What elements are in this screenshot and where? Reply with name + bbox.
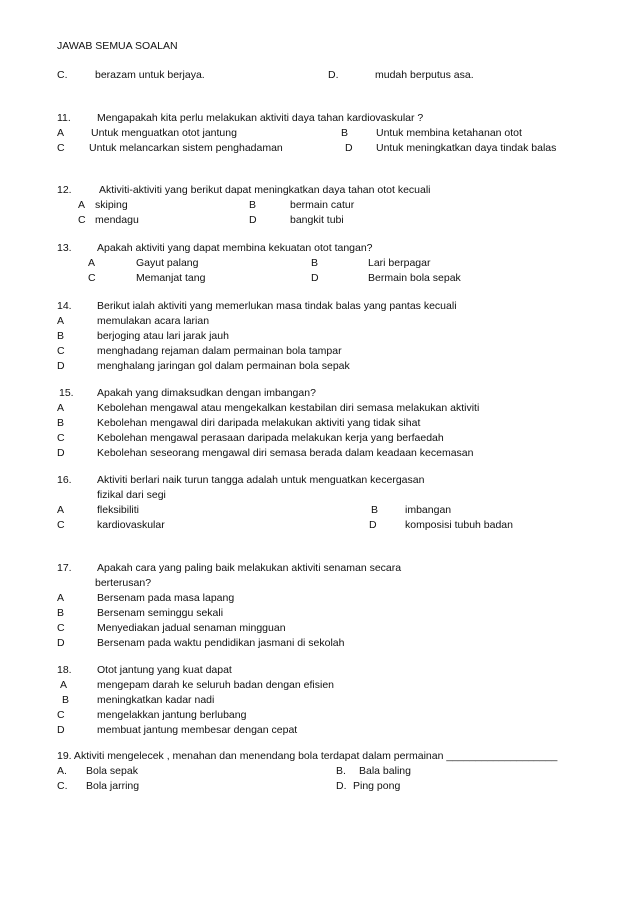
option-text: Bermain bola sepak — [368, 272, 461, 284]
option-text: mendagu — [95, 214, 139, 226]
option-label: A — [57, 315, 65, 327]
option-label: A — [78, 199, 86, 211]
option-label: B — [371, 504, 379, 516]
question-stem: Otot jantung yang kuat dapat — [97, 664, 232, 676]
option-text: Untuk meningkatkan daya tindak balas — [376, 142, 557, 154]
question-stem: Aktiviti berlari naik turun tangga adalah untuk menguatkan kecergasan — [97, 474, 425, 486]
question-number: 11. — [57, 112, 71, 124]
option-label: B — [311, 257, 319, 269]
q10-option-d-label: D. — [328, 69, 339, 81]
option-text: komposisi tubuh badan — [405, 519, 513, 531]
question-stem-continued: fizikal dari segi — [97, 489, 166, 501]
option-text: Bola jarring — [86, 780, 140, 792]
option-text: Menyediakan jadual senaman mingguan — [97, 622, 286, 634]
option-text: membuat jantung membesar dengan cepat — [97, 724, 298, 736]
option-text: Untuk menguatkan otot jantung — [91, 127, 237, 139]
option-text: Lari berpagar — [368, 257, 431, 269]
option-label: B — [249, 199, 257, 211]
question-stem: Apakah yang dimaksudkan dengan imbangan? — [97, 387, 316, 399]
option-text: bangkit tubi — [290, 214, 344, 226]
option-text: berjoging atau lari jarak jauh — [97, 330, 229, 342]
option-label: A — [60, 679, 68, 691]
option-label: C — [57, 709, 65, 721]
option-label: D — [57, 360, 65, 372]
question-stem: Aktiviti-aktiviti yang berikut dapat meningkatkan daya tahan otot kecuali — [99, 184, 431, 196]
question-stem: 19. Aktiviti mengelecek , menahan dan menendang bola terdapat dalam permainan ___________________ — [57, 750, 558, 762]
option-text: Untuk melancarkan sistem penghadaman — [89, 142, 283, 154]
option-text: Kebolehan mengawal atau mengekalkan kestabilan diri semasa melakukan aktiviti — [97, 402, 480, 414]
option-label: C — [88, 272, 96, 284]
option-label: C. — [57, 780, 68, 792]
option-text: fleksibiliti — [97, 504, 140, 516]
question-number: 14. — [57, 300, 72, 312]
question-stem-continued: berterusan? — [95, 577, 152, 589]
option-text: Bola sepak — [86, 765, 138, 777]
option-text: kardiovaskular — [97, 519, 165, 531]
option-label: A — [57, 504, 65, 516]
option-label: C — [78, 214, 86, 226]
question-stem: Berikut ialah aktiviti yang memerlukan masa tindak balas yang pantas kecuali — [97, 300, 457, 312]
question-stem: Apakah aktiviti yang dapat membina kekuatan otot tangan? — [97, 242, 373, 254]
question-number: 16. — [57, 474, 72, 486]
option-label: D — [57, 447, 65, 459]
option-label: D — [345, 142, 353, 154]
option-label: B — [341, 127, 349, 139]
option-text: Ping pong — [353, 780, 401, 792]
option-label: A — [57, 592, 65, 604]
option-label: B. — [336, 765, 346, 777]
option-text: imbangan — [405, 504, 452, 516]
option-text: mengelakkan jantung berlubang — [97, 709, 247, 721]
header-title: JAWAB SEMUA SOALAN — [57, 40, 178, 52]
option-text: mengepam darah ke seluruh badan dengan efisien — [97, 679, 335, 691]
option-label: D — [57, 724, 65, 736]
q10-option-d-text: mudah berputus asa. — [375, 69, 474, 81]
option-label: A — [57, 402, 65, 414]
option-text: Bala baling — [359, 765, 411, 777]
question-number: 17. — [57, 562, 72, 574]
option-label: C — [57, 519, 65, 531]
option-label: B — [57, 330, 65, 342]
question-stem: Apakah cara yang paling baik melakukan aktiviti senaman secara — [97, 562, 402, 574]
option-label: D. — [336, 780, 347, 792]
option-label: D — [311, 272, 319, 284]
option-text: meningkatkan kadar nadi — [97, 694, 215, 706]
option-label: A. — [57, 765, 67, 777]
option-text: Bersenam seminggu sekali — [97, 607, 224, 619]
option-text: Kebolehan mengawal perasaan daripada melakukan kerja yang berfaedah — [97, 432, 444, 444]
question-number: 13. — [57, 242, 72, 254]
option-label: A — [57, 127, 65, 139]
option-label: D — [249, 214, 257, 226]
option-text: Untuk membina ketahanan otot — [376, 127, 522, 139]
question-stem: Mengapakah kita perlu melakukan aktiviti daya tahan kardiovaskular ? — [97, 112, 424, 124]
option-text: bermain catur — [290, 199, 355, 211]
q10-option-c-text: berazam untuk berjaya. — [95, 69, 205, 81]
question-number: 18. — [57, 664, 72, 676]
option-label: A — [88, 257, 96, 269]
option-label: C — [57, 622, 65, 634]
option-text: Kebolehan seseorang mengawal diri semasa berada dalam keadaan kecemasan — [97, 447, 474, 459]
option-label: C — [57, 142, 65, 154]
option-label: B — [62, 694, 70, 706]
option-text: memulakan acara larian — [97, 315, 210, 327]
question-number: 12. — [57, 184, 72, 196]
option-label: C — [57, 345, 65, 357]
option-label: B — [57, 417, 65, 429]
option-text: menghalang jaringan gol dalam permainan bola sepak — [97, 360, 350, 372]
option-text: menghadang rejaman dalam permainan bola tampar — [97, 345, 342, 357]
option-text: Bersenam pada waktu pendidikan jasmani di sekolah — [97, 637, 345, 649]
q10-option-c-label: C. — [57, 69, 68, 81]
option-text: Kebolehan mengawal diri daripada melakukan aktiviti yang tidak sihat — [97, 417, 421, 429]
option-label: D — [369, 519, 377, 531]
option-label: B — [57, 607, 65, 619]
option-text: Bersenam pada masa lapang — [97, 592, 235, 604]
option-label: C — [57, 432, 65, 444]
option-text: Gayut palang — [136, 257, 199, 269]
option-text: skiping — [95, 199, 128, 211]
option-text: Memanjat tang — [136, 272, 206, 284]
option-label: D — [57, 637, 65, 649]
question-number: 15. — [59, 387, 74, 399]
